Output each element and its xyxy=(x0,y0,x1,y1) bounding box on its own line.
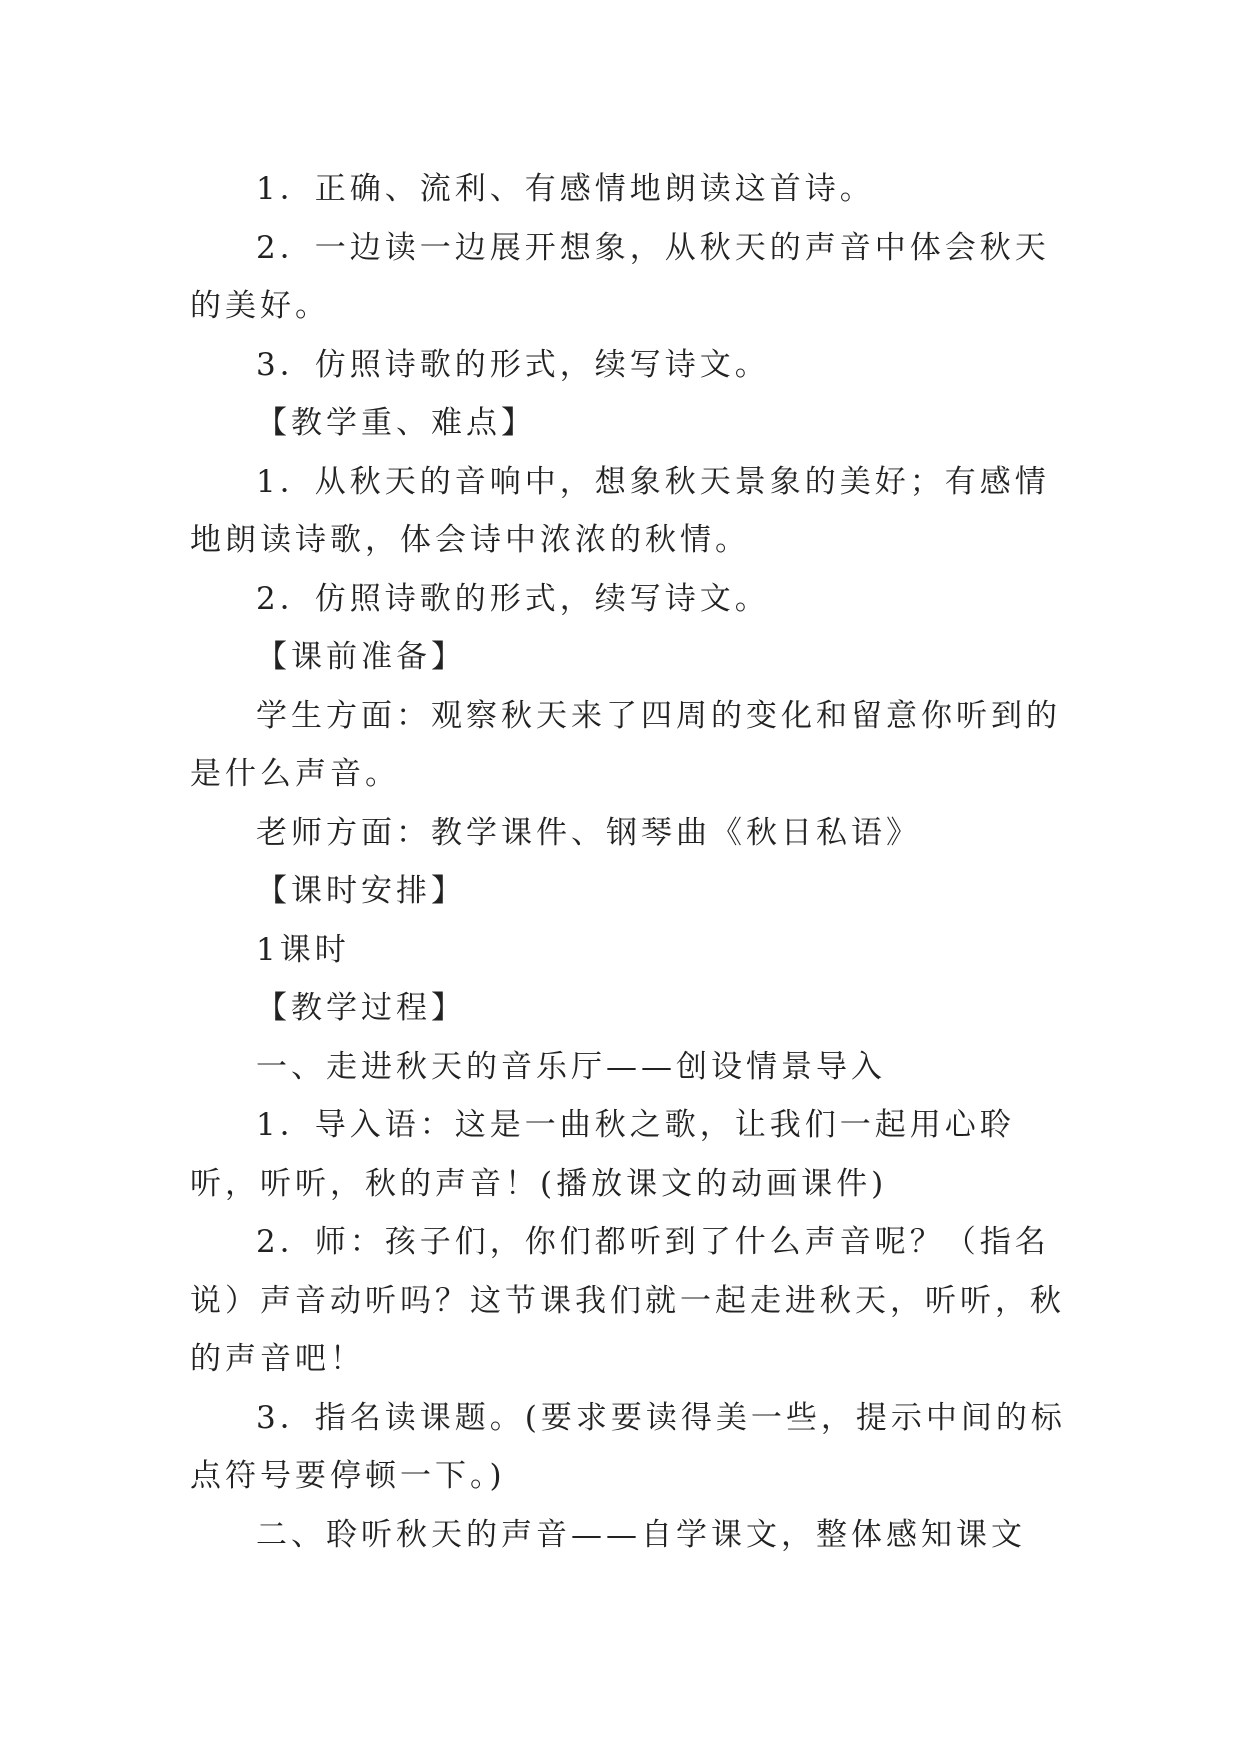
paragraph-process-step-3: 3．指名读课题。(要求要读得美一些，提示中间的标点符号要停顿一下。) xyxy=(190,1399,1066,1494)
paragraph-schedule: 1课时 xyxy=(256,931,350,968)
paragraph-student-preparation: 学生方面：观察秋天来了四周的变化和留意你听到的是什么声音。 xyxy=(190,697,1061,792)
section-heading-key-points: 【教学重、难点】 xyxy=(256,405,536,441)
paragraph-objective-1: 1．正确、流利、有感情地朗读这首诗。 xyxy=(256,171,875,207)
section-heading-schedule: 【课时安排】 xyxy=(256,873,466,909)
paragraph-objective-3: 3．仿照诗歌的形式，续写诗文。 xyxy=(256,346,770,383)
section-heading-process: 【教学过程】 xyxy=(256,990,466,1026)
paragraph-process-step-1: 1．导入语：这是一曲秋之歌，让我们一起用心聆听，听听，秋的声音！(播放课文的动画课件) xyxy=(190,1107,1015,1202)
paragraph-process-step-2: 2．师：孩子们，你们都听到了什么声音呢？（指名说）声音动听吗？这节课我们就一起走进秋天，听听，秋的声音吧！ xyxy=(190,1224,1065,1377)
section-heading-preparation: 【课前准备】 xyxy=(256,639,466,675)
paragraph-process-part-1: 一、走进秋天的音乐厅——创设情景导入 xyxy=(256,1048,886,1085)
paragraph-key-point-1: 1．从秋天的音响中，想象秋天景象的美好；有感情地朗读诗歌，体会诗中浓浓的秋情。 xyxy=(190,463,1050,558)
paragraph-key-point-2: 2．仿照诗歌的形式，续写诗文。 xyxy=(256,580,770,617)
paragraph-process-part-2: 二、聆听秋天的声音——自学课文，整体感知课文 xyxy=(256,1516,1026,1553)
paragraph-objective-2: 2．一边读一边展开想象，从秋天的声音中体会秋天的美好。 xyxy=(190,229,1050,324)
paragraph-teacher-preparation: 老师方面：教学课件、钢琴曲《秋日私语》 xyxy=(256,814,921,851)
document-body xyxy=(190,160,1066,1564)
